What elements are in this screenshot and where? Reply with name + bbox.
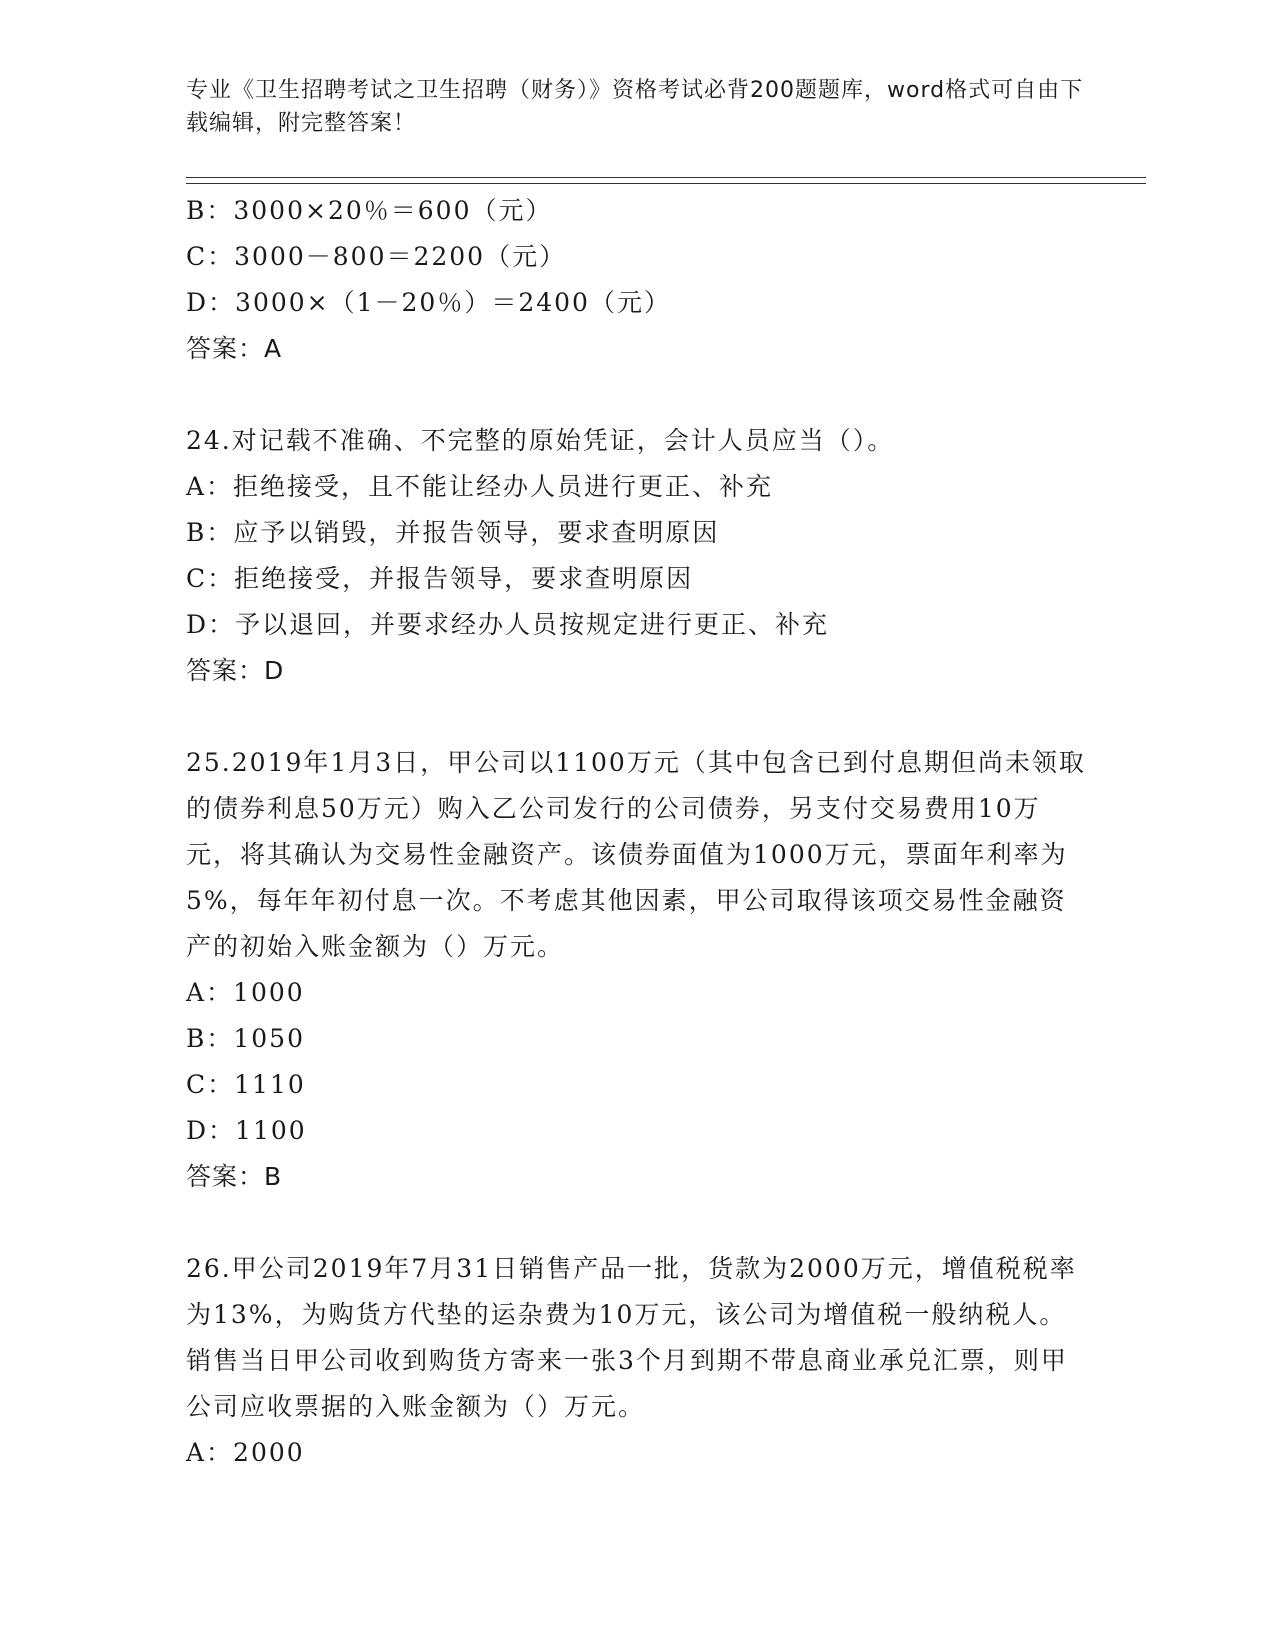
header-rule-top bbox=[186, 177, 1146, 178]
question-24 bbox=[186, 418, 1086, 694]
option-a: A：拒绝接受，且不能让经办人员进行更正、补充 bbox=[186, 472, 774, 501]
answer: 答案：B bbox=[186, 1162, 283, 1191]
option-b: B：应予以销毁，并报告领导，要求查明原因 bbox=[186, 518, 720, 547]
header-rule-bottom bbox=[186, 183, 1146, 184]
option-b: B：3000×20％＝600（元） bbox=[186, 196, 553, 225]
option-c: C：拒绝接受，并报告领导，要求查明原因 bbox=[186, 564, 694, 593]
spacer bbox=[186, 694, 1086, 740]
answer: 答案：A bbox=[186, 334, 283, 363]
option-a: A：2000 bbox=[186, 1438, 305, 1467]
spacer bbox=[186, 1200, 1086, 1246]
spacer bbox=[186, 372, 1086, 418]
option-d: D：3000×（1－20％）＝2400（元） bbox=[186, 288, 671, 317]
question-text: 25.2019年1月3日，甲公司以1100万元（其中包含已到付息期但尚未领取的债券利息50万元）购入乙公司发行的公司债券，另支付交易费用10万元，将其确认为交易性金融资产。该债券面值为1000万元，票面年利率为5%，每年年初付息一次。不考虑其他因素，甲公司取得该项交易性金融资产的初始入账金额为（）万元。 bbox=[186, 748, 1086, 961]
option-c: C：1110 bbox=[186, 1070, 306, 1099]
option-d: D：予以退回，并要求经办人员按规定进行更正、补充 bbox=[186, 610, 830, 639]
option-d: D：1100 bbox=[186, 1116, 307, 1145]
option-c: C：3000－800＝2200（元） bbox=[186, 242, 567, 271]
answer: 答案：D bbox=[186, 656, 285, 685]
document-body bbox=[186, 188, 1086, 1476]
question-text: 26.甲公司2019年7月31日销售产品一批，货款为2000万元，增值税税率为13%，为购货方代垫的运杂费为10万元，该公司为增值税一般纳税人。销售当日甲公司收到购货方寄来一张3个月到期不带息商业承兑汇票，则甲公司应收票据的入账金额为（）万元。 bbox=[186, 1254, 1077, 1421]
question-25 bbox=[186, 740, 1086, 1200]
document-header: 专业《卫生招聘考试之卫生招聘（财务）》资格考试必背200题题库，word格式可自由下载编辑，附完整答案！ bbox=[186, 78, 1084, 136]
question-26 bbox=[186, 1246, 1086, 1476]
option-b: B：1050 bbox=[186, 1024, 305, 1053]
question-text: 24.对记载不准确、不完整的原始凭证，会计人员应当（）。 bbox=[186, 426, 895, 455]
option-a: A：1000 bbox=[186, 978, 305, 1007]
question-23 bbox=[186, 188, 1086, 372]
